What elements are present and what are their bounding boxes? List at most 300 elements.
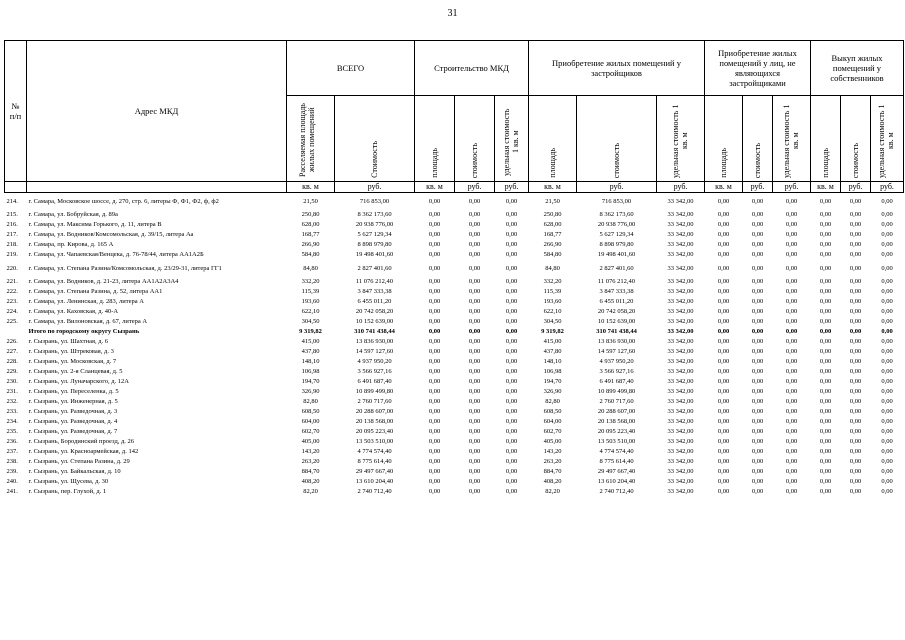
row-number: 218.: [6, 241, 18, 248]
unit-cell: руб.: [455, 182, 495, 193]
value-cell: 33 342,00: [667, 398, 694, 405]
value-cell: 0,00: [881, 468, 893, 475]
row-number: 222.: [6, 288, 18, 295]
table-row: [5, 387, 904, 397]
value-cell: 0,00: [751, 338, 764, 345]
group-developer-purchase-header: Приобретение жилых помещений у застройщиков: [529, 41, 705, 96]
unit-cell: кв. м: [415, 182, 455, 193]
value-cell: 4 937 950,20: [357, 358, 392, 365]
value-cell: 84,80: [303, 264, 318, 272]
value-cell: 194,70: [301, 378, 320, 385]
unit-cell: кв. м: [287, 182, 335, 193]
subheader-cell: стоимость: [577, 96, 657, 182]
value-cell: 0,00: [468, 298, 481, 305]
table-row: [5, 337, 904, 347]
value-cell: 0,00: [505, 298, 518, 305]
value-cell: 0,00: [751, 278, 764, 285]
value-cell: 608,50: [543, 408, 562, 415]
value-cell: 0,00: [819, 264, 832, 272]
value-cell: 0,00: [505, 468, 518, 475]
value-cell: 310 741 438,44: [596, 328, 637, 335]
value-cell: 408,20: [301, 478, 320, 485]
value-cell: 304,50: [301, 318, 320, 325]
value-cell: 9 319,82: [541, 328, 564, 335]
address-cell: г. Сызрань, Бородинский проезд, д. 26: [28, 438, 135, 445]
value-cell: 0,00: [428, 197, 441, 205]
value-cell: 0,00: [428, 328, 441, 335]
address-cell: г. Сызрань, ул. Переселенка, д. 5: [28, 388, 119, 395]
value-cell: 0,00: [785, 398, 798, 405]
row-number: 220.: [6, 264, 18, 272]
value-cell: 3 566 927,16: [357, 368, 392, 375]
value-cell: 0,00: [428, 308, 441, 315]
value-cell: 8 898 979,80: [599, 241, 634, 248]
table-row: [5, 230, 904, 240]
value-cell: 20 138 568,00: [355, 418, 394, 425]
value-cell: 0,00: [717, 264, 730, 272]
value-cell: 0,00: [819, 328, 832, 335]
value-cell: 0,00: [428, 428, 441, 435]
group-construction-header: Строительство МКД: [415, 41, 529, 96]
value-cell: 0,00: [505, 428, 518, 435]
value-cell: 0,00: [505, 368, 518, 375]
value-cell: 0,00: [751, 428, 764, 435]
value-cell: 0,00: [468, 251, 481, 258]
value-cell: 0,00: [819, 197, 832, 205]
unit-cell: руб.: [335, 182, 415, 193]
value-cell: 82,20: [545, 488, 560, 495]
value-cell: 0,00: [505, 408, 518, 415]
value-cell: 0,00: [468, 388, 481, 395]
value-cell: 0,00: [751, 348, 764, 355]
row-number: 239.: [6, 468, 18, 475]
value-cell: 0,00: [717, 468, 730, 475]
value-cell: 0,00: [849, 488, 862, 495]
value-cell: 0,00: [819, 221, 832, 228]
row-number: 233.: [6, 408, 18, 415]
value-cell: 0,00: [849, 308, 862, 315]
value-cell: 0,00: [468, 428, 481, 435]
value-cell: 0,00: [849, 368, 862, 375]
unit-cell: руб.: [841, 182, 871, 193]
value-cell: 0,00: [849, 221, 862, 228]
value-cell: 0,00: [468, 458, 481, 465]
address-header: Адрес МКД: [27, 41, 287, 182]
value-cell: 0,00: [881, 288, 893, 295]
table-row: [5, 260, 904, 277]
value-cell: 0,00: [751, 448, 764, 455]
row-number: 221.: [6, 278, 18, 285]
value-cell: 0,00: [468, 338, 481, 345]
table-row: [5, 250, 904, 260]
value-cell: 0,00: [785, 251, 798, 258]
value-cell: 602,70: [301, 428, 320, 435]
value-cell: 13 503 510,00: [597, 438, 636, 445]
value-cell: 0,00: [751, 221, 764, 228]
value-cell: 0,00: [428, 288, 441, 295]
table-row: [5, 220, 904, 230]
value-cell: 0,00: [849, 328, 862, 335]
value-cell: 0,00: [785, 278, 798, 285]
address-cell: г. Сызрань, ул. Штрековая, д. 3: [28, 348, 114, 355]
value-cell: 0,00: [849, 211, 862, 218]
value-cell: 6 455 011,20: [357, 298, 392, 305]
value-cell: 0,00: [849, 418, 862, 425]
value-cell: 0,00: [881, 478, 893, 485]
table-row: [5, 307, 904, 317]
value-cell: 405,00: [301, 438, 320, 445]
value-cell: 0,00: [849, 197, 862, 205]
value-cell: 266,90: [543, 241, 562, 248]
value-cell: 0,00: [717, 408, 730, 415]
value-cell: 0,00: [881, 388, 893, 395]
table-row: [5, 467, 904, 477]
value-cell: 2 740 712,40: [357, 488, 392, 495]
value-cell: 0,00: [881, 298, 893, 305]
address-cell: г. Самара, ул. Ленинская, д. 283, литера А: [28, 298, 144, 305]
address-cell: г. Самара, ул. Вилоновская, д. 67, литера А: [28, 318, 148, 325]
value-cell: 0,00: [819, 468, 832, 475]
value-cell: 33 342,00: [667, 318, 694, 325]
value-cell: 0,00: [881, 438, 893, 445]
address-cell: Итого по городскому округу Сызрань: [28, 328, 140, 335]
value-cell: 0,00: [717, 318, 730, 325]
value-cell: 0,00: [717, 418, 730, 425]
value-cell: 0,00: [428, 318, 441, 325]
subheader-cell: удельная стоимость 1 кв. м: [657, 96, 705, 182]
value-cell: 0,00: [819, 378, 832, 385]
value-cell: 5 627 129,34: [357, 231, 392, 238]
address-cell: г. Сызрань, пер. Глухой, д. 1: [28, 488, 107, 495]
value-cell: 0,00: [819, 251, 832, 258]
row-number: 217.: [6, 231, 18, 238]
value-cell: 0,00: [751, 211, 764, 218]
address-cell: г. Сызрань, ул. Шахтная, д. 6: [28, 338, 109, 345]
value-cell: 0,00: [505, 478, 518, 485]
value-cell: 33 342,00: [667, 408, 694, 415]
value-cell: 0,00: [785, 231, 798, 238]
value-cell: 0,00: [468, 478, 481, 485]
value-cell: 716 853,00: [359, 197, 390, 205]
value-cell: 0,00: [717, 288, 730, 295]
value-cell: 0,00: [468, 318, 481, 325]
row-number: 228.: [6, 358, 18, 365]
value-cell: 332,20: [301, 278, 320, 285]
value-cell: 13 836 930,00: [355, 338, 394, 345]
value-cell: 0,00: [881, 251, 893, 258]
value-cell: 5 627 129,34: [599, 231, 634, 238]
value-cell: 584,80: [543, 251, 562, 258]
value-cell: 408,20: [543, 478, 562, 485]
subheader-cell: площадь: [811, 96, 841, 182]
subheader-cell: стоимость: [841, 96, 871, 182]
value-cell: 0,00: [881, 408, 893, 415]
value-cell: 0,00: [881, 264, 893, 272]
address-cell: г. Сызрань, ул. Инженерная, д. 5: [28, 398, 118, 405]
value-cell: 0,00: [785, 288, 798, 295]
value-cell: 0,00: [785, 298, 798, 305]
value-cell: 168,77: [301, 231, 320, 238]
row-number: 224.: [6, 308, 18, 315]
value-cell: 33 342,00: [667, 478, 694, 485]
value-cell: 0,00: [468, 211, 481, 218]
value-cell: 0,00: [819, 458, 832, 465]
value-cell: 0,00: [505, 264, 518, 272]
value-cell: 0,00: [468, 231, 481, 238]
value-cell: 0,00: [717, 388, 730, 395]
value-cell: 0,00: [505, 328, 518, 335]
group-total-header: ВСЕГО: [287, 41, 415, 96]
value-cell: 8 898 979,80: [357, 241, 392, 248]
value-cell: 0,00: [468, 378, 481, 385]
address-cell: г. Самара, ул. Каховская, д. 40-А: [28, 308, 119, 315]
address-cell: г. Сызрань, ул. Красноармейская, д. 142: [28, 448, 139, 455]
value-cell: 115,39: [301, 288, 320, 295]
value-cell: 0,00: [849, 358, 862, 365]
table-body: [5, 193, 904, 498]
value-cell: 29 497 667,40: [355, 468, 394, 475]
table-row: [5, 277, 904, 287]
value-cell: 0,00: [785, 368, 798, 375]
value-cell: 0,00: [505, 398, 518, 405]
value-cell: 3 847 333,38: [599, 288, 634, 295]
table-row: [5, 287, 904, 297]
value-cell: 0,00: [819, 278, 832, 285]
value-cell: 84,80: [545, 264, 560, 272]
value-cell: 0,00: [468, 468, 481, 475]
value-cell: 0,00: [785, 378, 798, 385]
value-cell: 0,00: [468, 408, 481, 415]
value-cell: 0,00: [717, 438, 730, 445]
value-cell: 263,20: [543, 458, 562, 465]
value-cell: 0,00: [819, 418, 832, 425]
table-row: [5, 357, 904, 367]
value-cell: 0,00: [505, 418, 518, 425]
row-number: 214.: [6, 197, 18, 205]
value-cell: 884,70: [543, 468, 562, 475]
value-cell: 0,00: [468, 197, 481, 205]
value-cell: 0,00: [819, 211, 832, 218]
table-row: [5, 447, 904, 457]
group-nondeveloper-purchase-header: Приобретение жилых помещений у лиц, не являющихся застройщиками: [705, 41, 811, 96]
value-cell: 33 342,00: [667, 308, 694, 315]
value-cell: 0,00: [468, 368, 481, 375]
unit-cell: руб.: [657, 182, 705, 193]
value-cell: 0,00: [717, 338, 730, 345]
value-cell: 0,00: [751, 418, 764, 425]
value-cell: 33 342,00: [667, 241, 694, 248]
value-cell: 0,00: [785, 241, 798, 248]
value-cell: 0,00: [468, 288, 481, 295]
value-cell: 0,00: [849, 348, 862, 355]
value-cell: 33 342,00: [667, 358, 694, 365]
value-cell: 0,00: [849, 438, 862, 445]
value-cell: 33 342,00: [667, 328, 694, 335]
value-cell: 0,00: [819, 398, 832, 405]
value-cell: 0,00: [751, 468, 764, 475]
value-cell: 0,00: [505, 448, 518, 455]
value-cell: 20 938 776,00: [355, 221, 394, 228]
value-cell: 20 138 568,00: [597, 418, 636, 425]
value-cell: 20 938 776,00: [597, 221, 636, 228]
value-cell: 0,00: [717, 211, 730, 218]
row-number: 226.: [6, 338, 18, 345]
value-cell: 4 774 574,40: [599, 448, 634, 455]
value-cell: 0,00: [881, 428, 893, 435]
value-cell: 602,70: [543, 428, 562, 435]
value-cell: 193,60: [543, 298, 562, 305]
value-cell: 0,00: [717, 231, 730, 238]
value-cell: 0,00: [785, 348, 798, 355]
value-cell: 0,00: [428, 448, 441, 455]
row-number: 237.: [6, 448, 18, 455]
value-cell: 622,10: [301, 308, 320, 315]
row-number: 223.: [6, 298, 18, 305]
value-cell: 33 342,00: [667, 298, 694, 305]
value-cell: 0,00: [468, 438, 481, 445]
unit-cell: руб.: [495, 182, 529, 193]
address-cell: г. Самара, пр. Кирова, д. 165 А: [28, 241, 114, 248]
value-cell: 0,00: [428, 388, 441, 395]
value-cell: 0,00: [717, 197, 730, 205]
value-cell: 20 742 058,20: [355, 308, 394, 315]
unit-cell: кв. м: [811, 182, 841, 193]
subheader-cell: Расселяемая площадь жилых помещений: [287, 96, 335, 182]
row-number: 241.: [6, 488, 18, 495]
value-cell: 0,00: [751, 368, 764, 375]
address-cell: г. Сызрань, ул. Разведочная, д. 7: [28, 428, 118, 435]
value-cell: 0,00: [468, 488, 481, 495]
value-cell: 3 847 333,38: [357, 288, 392, 295]
unit-cell: кв. м: [529, 182, 577, 193]
value-cell: 0,00: [468, 221, 481, 228]
value-cell: 622,10: [543, 308, 562, 315]
row-number: 232.: [6, 398, 18, 405]
value-cell: 0,00: [505, 241, 518, 248]
value-cell: 266,90: [301, 241, 320, 248]
value-cell: 0,00: [717, 358, 730, 365]
value-cell: 0,00: [505, 378, 518, 385]
value-cell: 0,00: [505, 388, 518, 395]
value-cell: 0,00: [468, 348, 481, 355]
value-cell: 0,00: [819, 388, 832, 395]
table-header: [5, 41, 904, 193]
value-cell: 0,00: [881, 221, 893, 228]
subheader-cell: стоимость: [455, 96, 495, 182]
value-cell: 0,00: [881, 458, 893, 465]
value-cell: 0,00: [428, 278, 441, 285]
value-cell: 33 342,00: [667, 428, 694, 435]
value-cell: 0,00: [751, 231, 764, 238]
value-cell: 0,00: [505, 488, 518, 495]
address-cell: г. Сызрань, ул. Разведочная, д. 4: [28, 418, 118, 425]
value-cell: 0,00: [849, 428, 862, 435]
value-cell: 10 152 639,00: [355, 318, 394, 325]
value-cell: 0,00: [849, 448, 862, 455]
value-cell: 106,98: [301, 368, 320, 375]
value-cell: 0,00: [881, 211, 893, 218]
value-cell: 0,00: [505, 197, 518, 205]
value-cell: 20 095 223,40: [355, 428, 394, 435]
value-cell: 310 741 438,44: [354, 328, 395, 335]
value-cell: 0,00: [717, 368, 730, 375]
table-row: [5, 487, 904, 497]
value-cell: 0,00: [819, 408, 832, 415]
value-cell: 20 742 058,20: [597, 308, 636, 315]
unit-cell: кв. м: [705, 182, 743, 193]
value-cell: 0,00: [751, 264, 764, 272]
value-cell: 0,00: [819, 231, 832, 238]
value-cell: 0,00: [785, 428, 798, 435]
value-cell: 0,00: [819, 338, 832, 345]
value-cell: 106,98: [543, 368, 562, 375]
value-cell: 0,00: [881, 348, 893, 355]
value-cell: 0,00: [849, 298, 862, 305]
row-number: 238.: [6, 458, 18, 465]
address-cell: г. Самара, ул. Бобруйская, д. 89а: [28, 211, 118, 218]
address-cell: г. Сызрань, ул. Щусева, д. 30: [28, 478, 109, 485]
value-cell: 0,00: [785, 448, 798, 455]
value-cell: 33 342,00: [667, 348, 694, 355]
value-cell: 0,00: [785, 438, 798, 445]
value-cell: 13 610 204,40: [355, 478, 394, 485]
value-cell: 0,00: [751, 251, 764, 258]
value-cell: 628,00: [543, 221, 562, 228]
value-cell: 2 740 712,40: [599, 488, 634, 495]
subheader-cell: Стоимость: [335, 96, 415, 182]
row-number: 227.: [6, 348, 18, 355]
value-cell: 0,00: [505, 221, 518, 228]
value-cell: 0,00: [881, 241, 893, 248]
value-cell: 193,60: [301, 298, 320, 305]
unit-cell: руб.: [773, 182, 811, 193]
value-cell: 33 342,00: [667, 488, 694, 495]
value-cell: 11 076 212,40: [597, 278, 636, 285]
value-cell: 0,00: [428, 468, 441, 475]
value-cell: 0,00: [849, 478, 862, 485]
table-row: [5, 317, 904, 327]
value-cell: 29 497 667,40: [597, 468, 636, 475]
table-row: [5, 297, 904, 307]
value-cell: 0,00: [751, 408, 764, 415]
value-cell: 437,80: [301, 348, 320, 355]
value-cell: 19 498 401,60: [597, 251, 636, 258]
value-cell: 0,00: [881, 368, 893, 375]
row-number: 215.: [6, 211, 18, 218]
table-row: [5, 437, 904, 447]
value-cell: 10 152 639,00: [597, 318, 636, 325]
value-cell: 2 827 401,60: [599, 264, 634, 272]
value-cell: 0,00: [849, 408, 862, 415]
value-cell: 13 503 510,00: [355, 438, 394, 445]
unit-cell: руб.: [871, 182, 904, 193]
row-number: 236.: [6, 438, 18, 445]
value-cell: 0,00: [468, 358, 481, 365]
value-cell: 0,00: [849, 231, 862, 238]
value-cell: 0,00: [468, 328, 481, 335]
value-cell: 4 774 574,40: [357, 448, 392, 455]
value-cell: 0,00: [428, 251, 441, 258]
value-cell: 0,00: [751, 197, 764, 205]
value-cell: 0,00: [785, 328, 798, 335]
value-cell: 0,00: [785, 197, 798, 205]
address-cell: г. Самара, Московское шоссе, д. 270, стр. 6, литеры Ф, Ф1, Ф2, ф, ф2: [28, 197, 219, 205]
value-cell: 0,00: [428, 408, 441, 415]
table-row: [5, 397, 904, 407]
page-number: 31: [447, 8, 458, 19]
value-cell: 0,00: [428, 438, 441, 445]
value-cell: 0,00: [751, 478, 764, 485]
